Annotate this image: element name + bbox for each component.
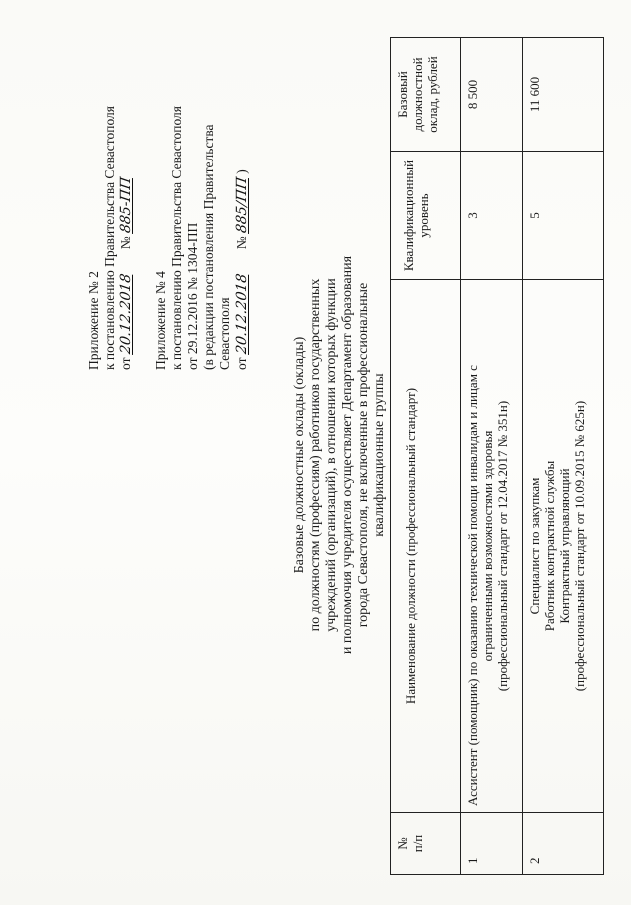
row-salary: 11 600 (527, 76, 542, 113)
header-level: Квалификационный уровень (391, 151, 460, 279)
document-title (292, 205, 388, 705)
row-position: Специалист по закупкам Работник контрактной службы Контрактный управляющий (профессиональный стандарт от 10.09.2015 № 625н) (523, 279, 603, 812)
table-row (523, 38, 603, 874)
header-position: Наименование должности (профессиональный стандарт) (391, 279, 460, 812)
title-line: Базовые должностные оклады (оклады) (292, 336, 307, 574)
appendix-4-edition-line1: (в редакции постановления Правительства (201, 124, 216, 370)
appendix-2-date-line (118, 177, 134, 370)
header-salary: Базовый должностной оклад, рублей (395, 56, 440, 133)
appendix-4-date-line (234, 169, 250, 370)
row-position: Ассистент (помощник) по оказанию технической помощи инвалидам и лицам с ограниченными возможностями здоровья (профессиональный стандарт от 12.04.2017 № 351н) (461, 279, 522, 812)
handwritten-date: 20.12.2018 (234, 272, 250, 356)
header-num: № п/п (391, 812, 460, 874)
number-prefix: № (118, 236, 133, 250)
row-level: 3 (461, 151, 522, 279)
number-prefix: № (234, 236, 249, 250)
title-line: квалификационные группы (372, 373, 387, 537)
title-line: и полномочия учредителя осуществляет Департамент образования (340, 255, 355, 655)
handwritten-number: 885-ПП (118, 175, 134, 235)
appendix-4-original: от 29.12.2016 № 1304-ПП (185, 222, 200, 370)
handwritten-date: 20.12.2018 (118, 272, 134, 356)
row-level: 5 (523, 151, 603, 279)
table-header-row (391, 38, 461, 874)
table-row (461, 38, 523, 874)
appendix-4-reference: к постановлению Правительства Севастополя (169, 106, 184, 370)
appendix-4-edition-line2: Севастополя (217, 297, 232, 370)
title-line: по должностям (профессиям) работников государственных (308, 278, 323, 632)
handwritten-number: 885/ПП (234, 175, 250, 235)
date-prefix: от (118, 357, 133, 370)
salary-table (390, 37, 604, 875)
closing-paren: ) (234, 169, 249, 174)
appendix-2-title: Приложение № 2 (86, 271, 101, 370)
row-num: 2 (523, 812, 603, 874)
appendix-2-reference: к постановлению Правительства Севастополя (102, 106, 117, 370)
row-salary: 8 500 (465, 79, 480, 110)
row-num: 1 (461, 812, 522, 874)
title-line: учреждений (организаций), в отношении которых функции (324, 278, 339, 632)
date-prefix: от (234, 357, 249, 370)
appendix-4-title: Приложение № 4 (153, 271, 168, 370)
title-line: города Севастополя, не включенные в профессиональные (356, 282, 371, 628)
